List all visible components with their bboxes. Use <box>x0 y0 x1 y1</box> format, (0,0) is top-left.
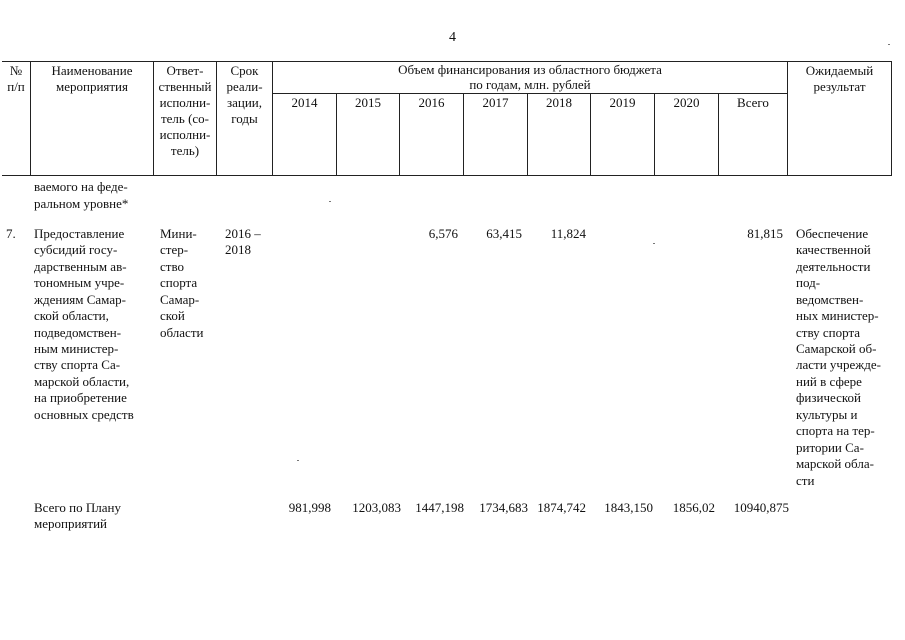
scan-speck <box>888 44 890 45</box>
row-number: 7. <box>6 226 16 241</box>
col-border <box>891 61 892 176</box>
page-number: 4 <box>449 30 456 45</box>
scan-speck <box>329 201 331 202</box>
scan-speck <box>653 243 655 244</box>
scan-speck <box>297 460 299 461</box>
header-bottom-border <box>2 175 892 176</box>
years-row-top-border <box>272 93 787 94</box>
